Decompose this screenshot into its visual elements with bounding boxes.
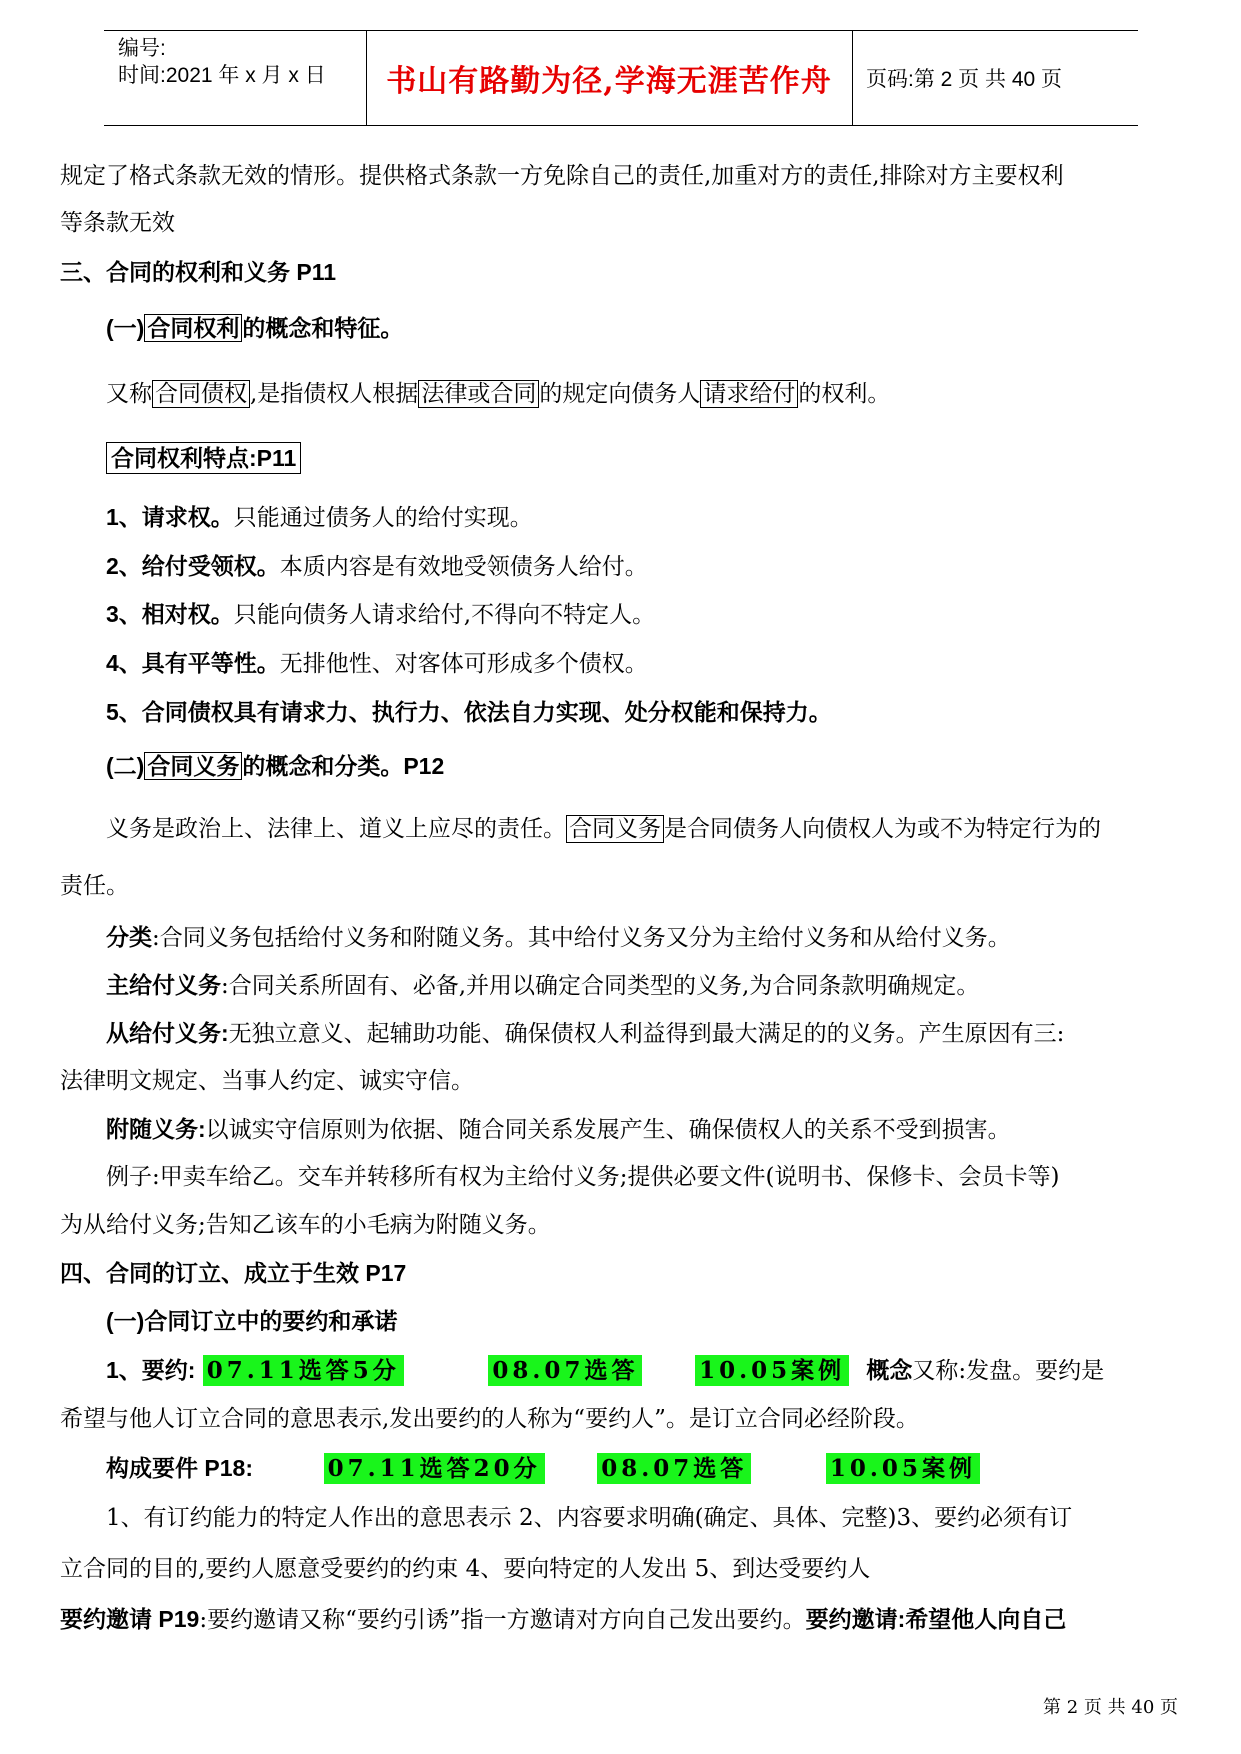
term-label: 主给付义务 bbox=[106, 972, 221, 998]
feature-label: 1、请求权。 bbox=[106, 504, 234, 530]
paragraph-line: 规定了格式条款无效的情形。提供格式条款一方免除自己的责任,加重对方的责任,排除对方主要权利 bbox=[60, 163, 1064, 189]
feature-text: 只能向债务人请求给付,不得向不特定人。 bbox=[233, 602, 656, 628]
text: 又称 bbox=[106, 381, 152, 407]
feature-text: 只能通过债务人的给付实现。 bbox=[233, 505, 533, 531]
paragraph-line: 立合同的目的,要约人愿意受要约的约束 4、要向特定的人发出 5、到达受要约人 bbox=[60, 1556, 871, 1582]
feature-label: 2、给付受领权。 bbox=[106, 553, 280, 579]
text: 的规定向债务人 bbox=[539, 381, 701, 407]
feature-text: 无排他性、对客体可形成多个债权。 bbox=[279, 651, 648, 677]
text: 无独立意义、起辅助功能、确保债权人利益得到最大满足的的义务。产生原因有三: bbox=[228, 1021, 1065, 1047]
text: 义务是政治上、法律上、道义上应尽的责任。 bbox=[106, 816, 566, 842]
text: ,是指债权人根据 bbox=[250, 381, 419, 407]
subsection-heading bbox=[106, 751, 444, 781]
heading-suffix: 的概念和特征。 bbox=[242, 315, 404, 341]
boxed-term: 合同义务 bbox=[566, 815, 664, 843]
text: 是合同债务人向债权人为或不为特定行为的 bbox=[664, 816, 1101, 842]
boxed-term: 合同债权 bbox=[152, 380, 250, 408]
heading-suffix: 的概念和分类。P12 bbox=[242, 753, 445, 779]
number-label: 编号: bbox=[118, 37, 166, 60]
term-label: 1、要约: bbox=[106, 1357, 196, 1383]
term-label: 概念 bbox=[866, 1357, 913, 1383]
boxed-term: 请求给付 bbox=[700, 380, 798, 408]
definition-line bbox=[106, 379, 890, 409]
term-label: 分类 bbox=[106, 924, 152, 950]
subsection-heading: (一)合同订立中的要约和承诺 bbox=[106, 1308, 398, 1334]
section-heading: 四、合同的订立、成立于生效 P17 bbox=[60, 1260, 407, 1286]
paragraph-line: 责任。 bbox=[60, 873, 129, 899]
heading-prefix: (一) bbox=[106, 315, 145, 341]
page-footer: 第 2 页 共 40 页 bbox=[1043, 1697, 1178, 1718]
term-label: 从给付义务: bbox=[106, 1020, 229, 1046]
term-label: 构成要件 P18: bbox=[106, 1455, 253, 1481]
boxed-title: 合同权利特点:P11 bbox=[106, 442, 301, 474]
exam-highlight: 08.07选答 bbox=[597, 1453, 751, 1484]
section-heading: 三、合同的权利和义务 P11 bbox=[60, 259, 337, 285]
subsection-heading bbox=[106, 313, 403, 343]
feature-label: 3、相对权。 bbox=[106, 601, 234, 627]
exam-highlight: 10.05案例 bbox=[695, 1355, 849, 1386]
attached-duty-line bbox=[106, 1114, 1011, 1145]
text: :合同义务包括给付义务和附随义务。其中给付义务又分为主给付义务和从给付义务。 bbox=[152, 925, 1011, 951]
classification-line bbox=[106, 922, 1011, 953]
example-line: 例子:甲卖车给乙。交车并转移所有权为主给付义务;提供必要文件(说明书、保修卡、会员卡等) bbox=[106, 1164, 1060, 1190]
feature-text: 本质内容是有效地受领债务人给付。 bbox=[279, 554, 648, 580]
term-label: 附随义务: bbox=[106, 1116, 206, 1142]
text: :合同关系所固有、必备,并用以确定合同类型的义务,为合同条款明确规定。 bbox=[221, 973, 980, 999]
sub-duty-line bbox=[106, 1018, 1064, 1049]
boxed-term: 合同权利 bbox=[144, 314, 242, 342]
feature-item: 5、合同债权具有请求力、执行力、依法自力实现、处分权能和保持力。 bbox=[106, 699, 832, 725]
text: 又称:发盘。要约是 bbox=[912, 1358, 1105, 1384]
page-info: 页码:第 2 页 共 40 页 bbox=[866, 68, 1063, 91]
page-header bbox=[104, 30, 1138, 126]
exam-highlight: 08.07选答 bbox=[488, 1355, 642, 1386]
paragraph-line: 法律明文规定、当事人约定、诚实守信。 bbox=[60, 1068, 474, 1094]
text: 的权利。 bbox=[798, 381, 891, 407]
term-label: 要约邀请 P19 bbox=[60, 1606, 200, 1632]
paragraph-line: 希望与他人订立合同的意思表示,发出要约的人称为“要约人”。是订立合同必经阶段。 bbox=[60, 1406, 919, 1432]
exam-highlight: 10.05案例 bbox=[826, 1453, 980, 1484]
motto: 书山有路勤为径,学海无涯苦作舟 bbox=[366, 31, 853, 125]
time-label: 时间:2021 年 x 月 x 日 bbox=[118, 64, 326, 87]
heading-prefix: (二) bbox=[106, 753, 145, 779]
feature-label: 4、具有平等性。 bbox=[106, 650, 280, 676]
invitation-line bbox=[60, 1604, 1066, 1635]
exam-highlight: 07.11选答20分 bbox=[324, 1453, 545, 1484]
boxed-term: 法律或合同 bbox=[418, 380, 539, 408]
feature-item bbox=[106, 599, 655, 630]
paragraph-line: 等条款无效 bbox=[60, 210, 175, 236]
exam-highlight: 07.11选答5分 bbox=[203, 1355, 404, 1386]
feature-item bbox=[106, 551, 648, 582]
paragraph-line: 为从给付义务;告知乙该车的小毛病为附随义务。 bbox=[60, 1212, 551, 1238]
header-left-cell bbox=[104, 31, 367, 125]
requirements-line bbox=[106, 1453, 980, 1484]
main-duty-line bbox=[106, 970, 979, 1001]
feature-item bbox=[106, 502, 533, 533]
text: 以诚实守信原则为依据、随合同关系发展产生、确保债权人的关系不受到损害。 bbox=[205, 1117, 1011, 1143]
boxed-term: 合同义务 bbox=[144, 752, 242, 780]
offer-line bbox=[106, 1355, 1104, 1386]
feature-item bbox=[106, 648, 648, 679]
text: :要约邀请又称“要约引诱”指一方邀请对方向自己发出要约。 bbox=[199, 1607, 806, 1633]
definition-line bbox=[106, 814, 1101, 844]
paragraph-line: 1、有订约能力的特定人作出的意思表示 2、内容要求明确(确定、具体、完整)3、要约必须有订 bbox=[106, 1505, 1073, 1531]
feature-title bbox=[106, 443, 301, 473]
term-label: 要约邀请:希望他人向自己 bbox=[805, 1606, 1067, 1632]
